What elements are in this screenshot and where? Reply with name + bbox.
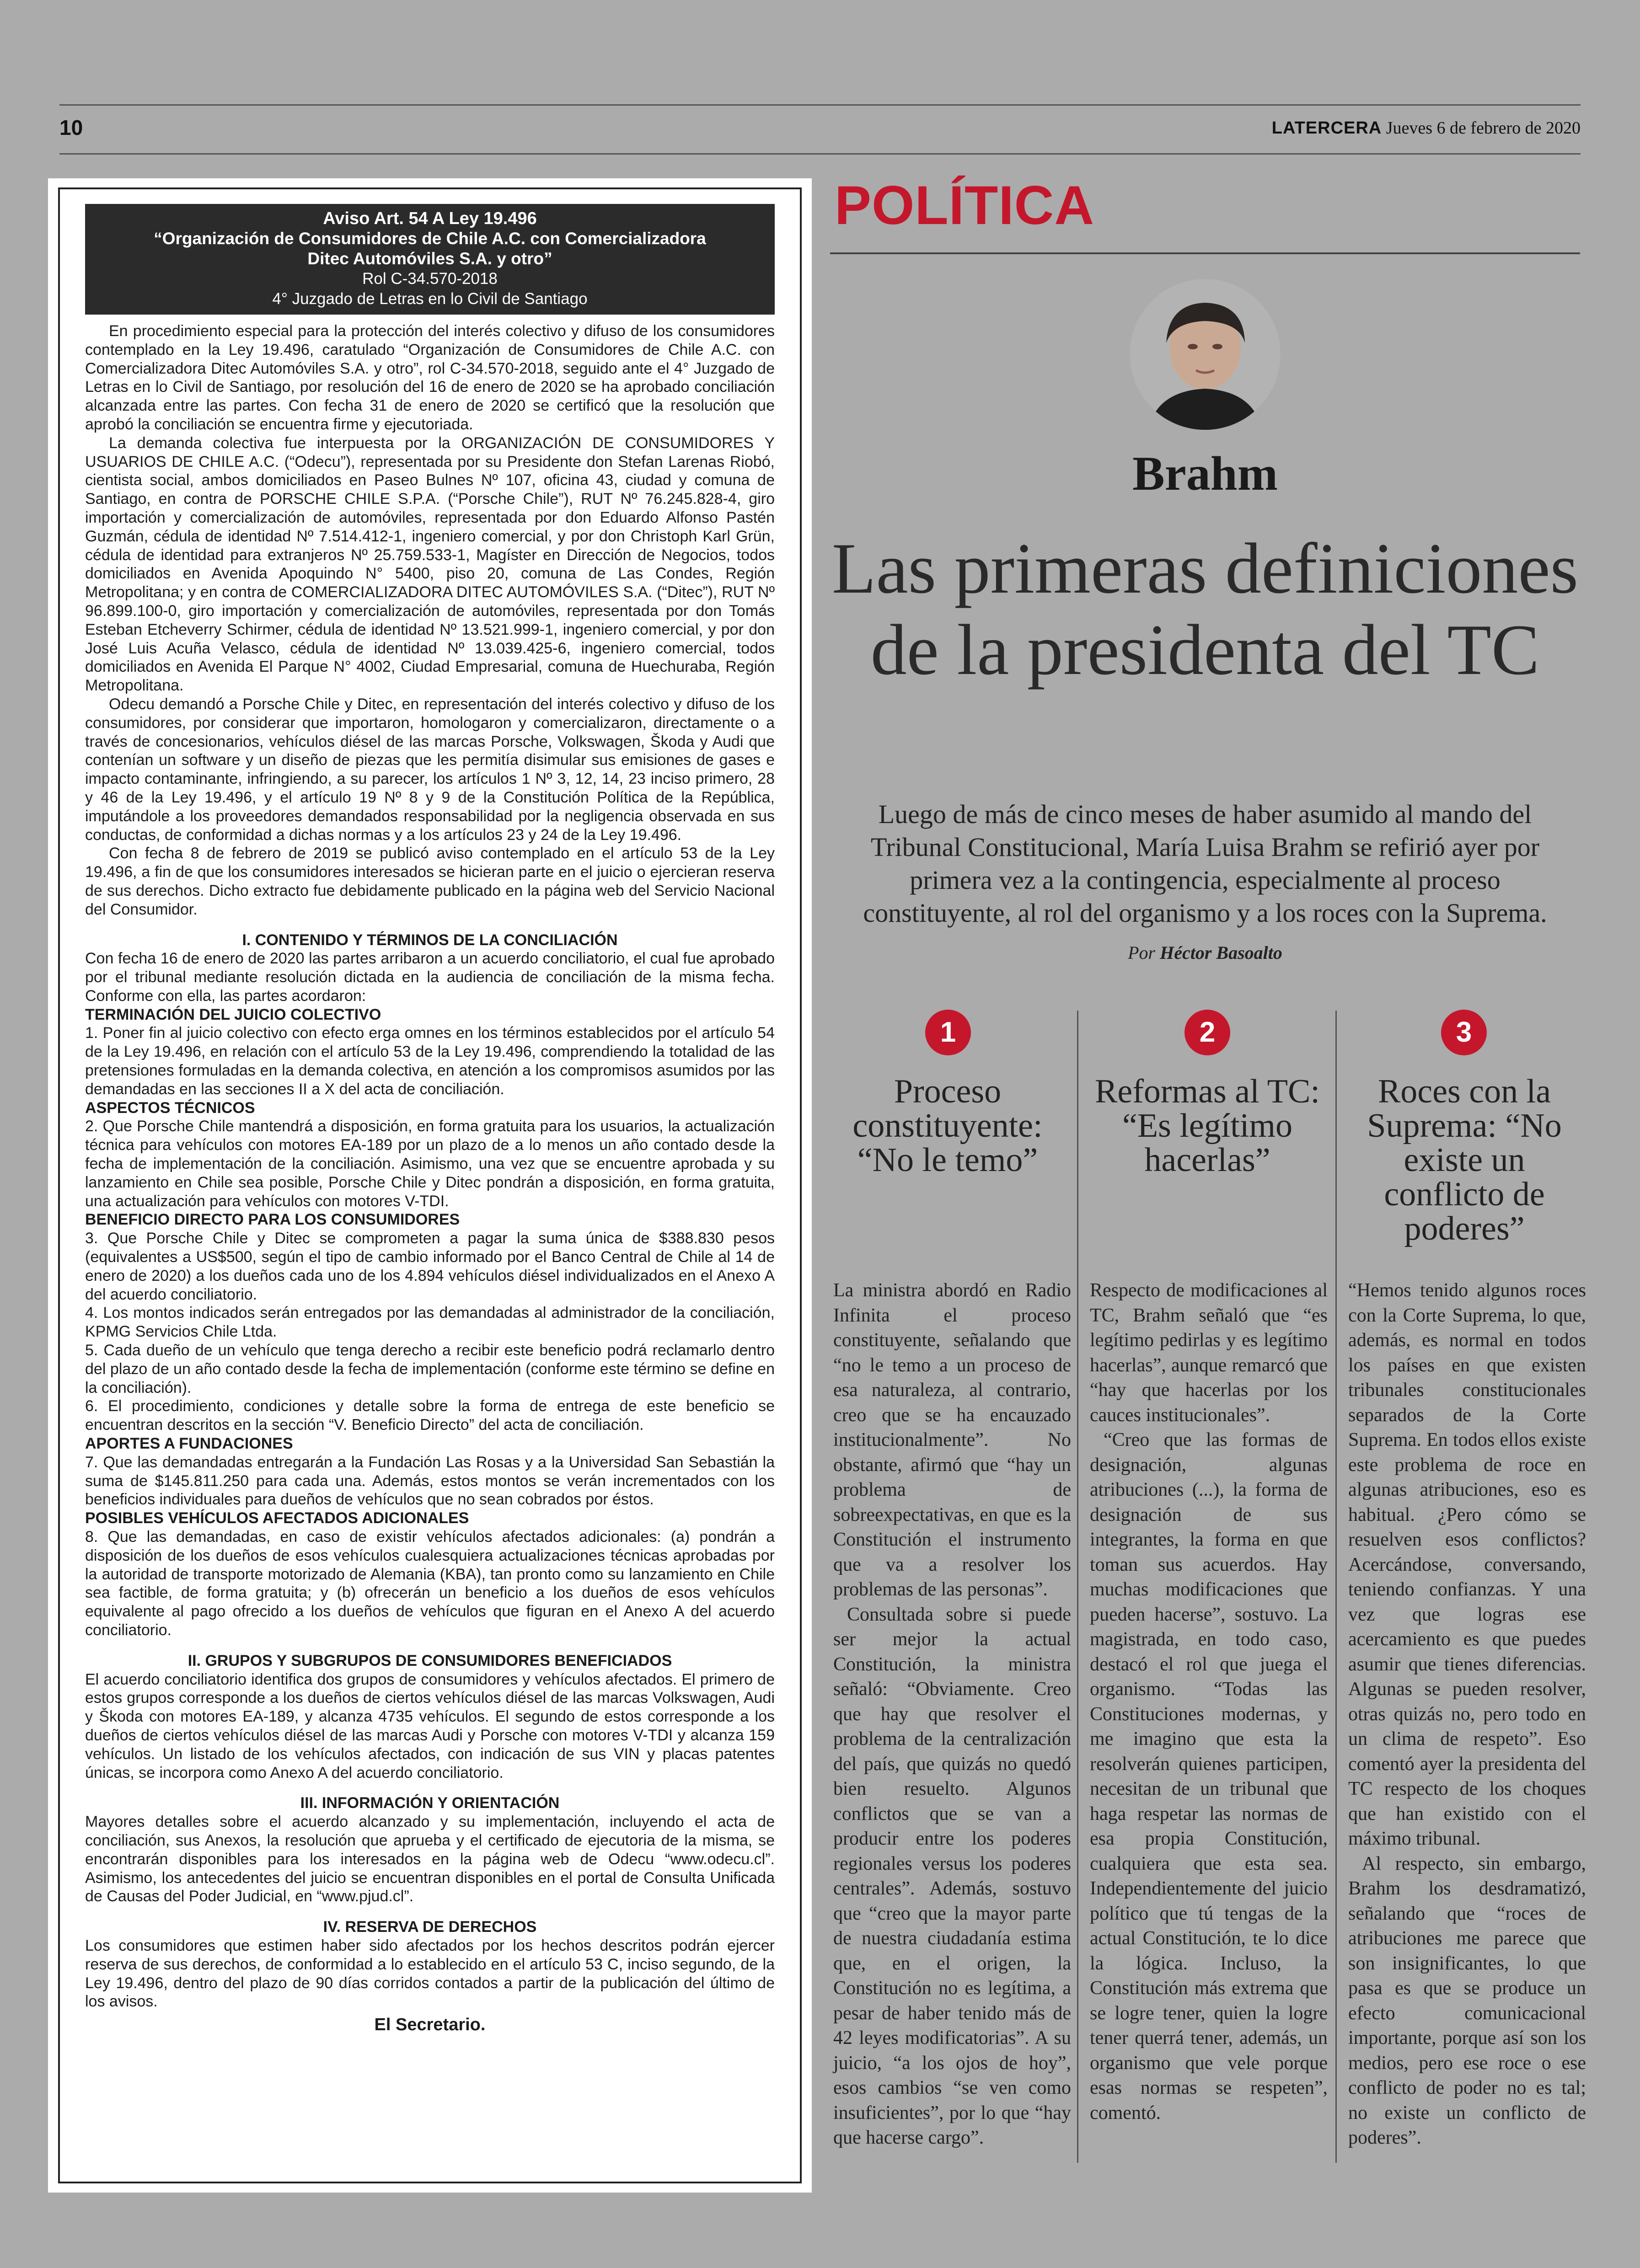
legal-notice [48, 178, 812, 2193]
column-divider [1335, 1011, 1337, 2163]
publication-date: Jueves 6 de febrero de 2020 [1386, 118, 1581, 138]
column-subhead: Proceso constituyente: “No le temo” [852, 1073, 1043, 1179]
notice-paragraph: Los consumidores que estimen haber sido afectados por los hechos descritos podrán ejercer reserva de sus derechos, de conformidad a lo establecido en el artículo 53 C, inciso segundo, de la Ley 19.496, dentro del plazo de 90 días corridos contados a partir de la publicación del último de los avisos. [85, 1936, 775, 2011]
article-dek: Luego de más de cinco meses de haber asumido al mando del Tribunal Constitucional, María Luisa Brahm se refirió ayer por primera vez a la contingencia, especialmente al proceso constituyente, al rol del organismo y a los roces con la Suprema. [863, 799, 1547, 928]
notice-item: 2. Que Porsche Chile mantendrá a disposición, en forma gratuita para los usuarios, la actualización técnica para vehículos con motores EA-189 por un plazo de a lo menos un año contado desde la fecha de implementación de la conciliación. Asimismo, una vez que se encuentre aprobada y su lanzamiento en Chile sea posible, Porsche Chile y Ditec pondrán a disposición, en forma gratuita, una actualización para vehículos con motores V-TDI. [85, 1118, 775, 1210]
article-kicker: Brahm [1132, 447, 1278, 500]
notice-paragraph: El acuerdo conciliatorio identifica dos grupos de consumidores y vehículos afectados. El primero de estos grupos corresponde a los dueños de ciertos vehículos diésel de las marcas Volkswagen, Audi y Škoda con motores EA-189, y alcanza 4735 vehículos. El segundo de estos corresponde a los dueños de ciertos vehículos diésel de las marcas Audi y Porsche con motores V-TDI y alcanza 159 vehículos. Un listado de los vehículos afectados, con indicación de sus VIN y placas patentes únicas, se incorpora como Anexo A del acuerdo conciliatorio. [85, 1670, 775, 1781]
portrait-photo-icon [1130, 279, 1281, 430]
column-paragraph: Consultada sobre si puede ser mejor la actual Constitución, la ministra señaló: “Obviamente. Creo que hay que resolver el problema de la centralización del país, que quizás no quedó bien resuelto. Algunos conflictos que se van a producir entre los poderes regionales versus los poderes centrales”. Además, sostuvo que “creo que la mayor parte de nuestra ciudadanía estima que, en el origen, la Constitución no es legítima, a pesar de haber tenido más de 42 leyes modificatorias”. A su juicio, “a los ojos de hoy”, esos cambios “se ven como insuficientes”, por lo que “hay que hacerse cargo”. [833, 1604, 1071, 2148]
column-paragraph: “Hemos tenido algunos roces con la Corte Suprema, lo que, además, es normal en todos los países en que existen tribunales constitucionales separados de la Corte Suprema. En todos ellos existe este problema de roce en algunas atribuciones, eso es habitual. ¿Pero cómo se resuelven esos conflictos? Acercándose, conversando, teniendo confianzas. Y una vez que logras ese acercamiento es que puedes asumir que tienes diferencias. Algunas se pueden resolver, otras quizás no, pero todo en un clima de respeto”. Eso comentó ayer la presidenta del TC respecto de los choques que han existido con el máximo tribunal. [1348, 1280, 1586, 1849]
notice-section-title: IV. RESERVA DE DERECHOS [323, 1918, 537, 1936]
notice-court: 4° Juzgado de Letras en lo Civil de Santiago [272, 290, 588, 308]
notice-subheading: ASPECTOS TÉCNICOS [85, 1099, 255, 1117]
notice-paragraph: Mayores detalles sobre el acuerdo alcanzado y su implementación, incluyendo el acta de conciliación, sus Anexos, la resolución que aprueba y el certificado de ejecutoria de la misma, se encontrarán disponibles para los interesados en la página web de Odecu “www.odecu.cl”. Asimismo, los antecedentes del juicio se encuentran disponibles en el portal de Consulta Unificada de Causas del Poder Judicial, en “www.pjud.cl”. [85, 1813, 775, 1905]
notice-item: 8. Que las demandadas, en caso de existir vehículos afectados adicionales: (a) pondrán a disposición de los dueños de esos vehículos cualesquiera actualizaciones técnicas aprobadas por la autoridad de transporte motorizado de Alemania (KBA), tan pronto como su lanzamiento en Chile sea factible, de forma gratuita; y (b) ofrecerán un beneficio a los dueños de esos vehículos equivalente al pago ofrecido a los dueños de vehículos que figuran en el Anexo A del acuerdo conciliatorio. [85, 1528, 775, 1639]
notice-item: 3. Que Porsche Chile y Ditec se comprometen a pagar la suma única de $388.830 pesos (equivalentes a US$500, según el tipo de cambio informado por el Banco Central de Chile al 14 de enero de 2020) a los dueños cada uno de los 4.894 vehículos diésel individualizados en el Anexo A del acuerdo conciliatorio. [85, 1230, 775, 1303]
header-rule-bottom [59, 153, 1581, 155]
byline-author: Héctor Basoalto [1160, 942, 1282, 963]
notice-case-name-cont: Ditec Automóviles S.A. y otro” [307, 249, 552, 268]
column-paragraph: Al respecto, sin embargo, Brahm los desdramatizó, señalando que “roces de atribuciones me parece que son insignificantes, lo que pasa es que se produce un efecto comunicacional importante, porque así son los medios, pero ese roce o ese conflicto de poder no es tal; no existe un conflicto de poderes”. [1348, 1853, 1586, 2148]
column-divider [1077, 1011, 1078, 2163]
masthead [1272, 118, 1581, 138]
column-paragraph: La ministra abordó en Radio Infinita el proceso constituyente, señalando que “no le temo a un proceso de esa naturaleza, al contrario, creo que se ha encauzado institucionalmente”. No obstante, afirmó que “hay un problema de sobreexpectativas, en que es la Constitución el instrumento que va a resolver los problemas de las personas”. [833, 1280, 1071, 1600]
notice-signature: El Secretario. [374, 2015, 486, 2035]
article-byline [830, 942, 1580, 963]
column-number-badge: 1 [925, 1010, 971, 1055]
article-column [833, 1278, 1071, 2150]
column-number-badge: 3 [1441, 1010, 1487, 1055]
notice-rol: Rol C-34.570-2018 [362, 270, 498, 288]
article-headline: Las primeras definiciones de la presidenta del TC [831, 529, 1579, 690]
article-column [1090, 1278, 1328, 2125]
notice-subheading: POSIBLES VEHÍCULOS AFECTADOS ADICIONALES [85, 1509, 469, 1527]
notice-paragraph: En procedimiento especial para la protección del interés colectivo y difuso de los consumidores contemplado en la Ley 19.496, caratulado “Organización de Consumidores de Chile A.C. con Comercializadora Ditec Automóviles S.A. y otro”, rol C-34.570-2018, seguido ante el 4° Juzgado de Letras en lo Civil de Santiago, por resolución del 16 de enero de 2020 se ha aprobado conciliación alcanzada entre las partes. Con fecha 31 de enero de 2020 se certificó que la resolución que aprobó la conciliación se encuentra firme y ejecutoriada. [85, 322, 775, 433]
notice-section-title: I. CONTENIDO Y TÉRMINOS DE LA CONCILIACIÓN [242, 931, 618, 949]
section-rule [830, 252, 1580, 254]
column-subhead: Reformas al TC: “Es legítimo hacerlas” [1095, 1073, 1320, 1179]
notice-subheading: TERMINACIÓN DEL JUICIO COLECTIVO [85, 1006, 381, 1023]
newspaper-brand: LATERCERA [1271, 118, 1382, 138]
column-subhead: Roces con la Suprema: “No existe un conflicto de poderes” [1367, 1073, 1562, 1247]
article-column [1348, 1278, 1586, 2150]
column-paragraph: “Creo que las formas de designación, algunas atribuciones (...), la forma de designación de sus integrantes, la forma en que toman sus acuerdos. Hay muchas modificaciones que pueden hacerse”, sostuvo. La magistrada, en todo caso, destacó el rol que juega el organismo. “Todas las Constituciones modernas, y me imagino que esta la resolverán quienes participen, necesitan de un tribunal que haga respetar las normas de esa propia Constitución, cualquiera que esta sea. Independientemente del juicio político que tú tengas de la actual Constitución, te lo dice la lógica. Incluso, la Constitución más extrema que se logre tener, quien la logre tener querrá tener, además, un organismo que vele porque esas normas se respeten”, comentó. [1090, 1429, 1328, 2124]
notice-item: 5. Cada dueño de un vehículo que tenga derecho a recibir este beneficio podrá reclamarlo dentro del plazo de un año contado desde la fecha de implementación (conforme este término se define en la conciliación). [85, 1342, 775, 1396]
notice-item: 7. Que las demandadas entregarán a la Fundación Las Rosas y a la Universidad San Sebastián la suma de $145.811.250 para cada una. Además, estos montos se verán incrementados con los beneficios individuales para dueños de vehículos que no sean cobrados por éstos. [85, 1453, 775, 1508]
column-number-badge: 2 [1184, 1010, 1230, 1055]
notice-subheading: APORTES A FUNDACIONES [85, 1435, 293, 1453]
portrait-photo [1130, 279, 1281, 430]
notice-item: 6. El procedimiento, condiciones y detalle sobre la forma de entrega de este beneficio se encuentran descritos en la sección “V. Beneficio Directo” del acta de conciliación. [85, 1397, 775, 1434]
header-rule-top [59, 104, 1581, 106]
notice-paragraph: Odecu demandó a Porsche Chile y Ditec, en representación del interés colectivo y difuso de los consumidores, por considerar que importaron, homologaron y comercializaron, directamente o a través de concesionarios, vehículos diésel de las marcas Porsche, Volkswagen, Škoda y Audi que contenían un software y un diseño de piezas que les permitía disimular sus emisiones de gases e impacto contaminante, infringiendo, a su parecer, los artículos 1 Nº 3, 12, 14, 23 inciso primero, 28 y 46 de la Ley 19.496, y el artículo 19 Nº 8 y 9 de la Constitución Política de la República, imputándole a los proveedores demandados responsabilidad por la negligencia observada en sus conductas, de conformidad a dichas normas y a los artículos 23 y 24 de la Ley 19.496. [85, 695, 775, 844]
notice-subheading: BENEFICIO DIRECTO PARA LOS CONSUMIDORES [85, 1211, 460, 1229]
notice-title: Aviso Art. 54 A Ley 19.496 [323, 209, 537, 228]
section-title: POLÍTICA [835, 175, 1094, 236]
notice-paragraph: Con fecha 8 de febrero de 2019 se publicó aviso contemplado en el artículo 53 de la Ley 19.496, a fin de que los consumidores interesados se hicieran parte en el juicio o ejercieran reserva de sus derechos. Dicho extracto fue debidamente publicado en la página web del Servicio Nacional del Consumidor. [85, 845, 775, 918]
notice-case-name: “Organización de Consumidores de Chile A.C. con Comercializadora [154, 229, 706, 248]
notice-section-title: II. GRUPOS Y SUBGRUPOS DE CONSUMIDORES BENEFICIADOS [188, 1652, 672, 1669]
page-number: 10 [59, 116, 83, 139]
notice-paragraph: La demanda colectiva fue interpuesta por la ORGANIZACIÓN DE CONSUMIDORES Y USUARIOS DE CHILE A.C. (“Odecu”), representada por su Presidente don Stefan Larenas Riobó, cientista social, ambos domiciliados en Paseo Bulnes Nº 107, oficina 43, ciudad y comuna de Santiago, en contra de PORSCHE CHILE S.P.A. (“Porsche Chile”), RUT Nº 76.245.828-4, giro importación y comercialización de automóviles, representada por don Eduardo Alfonso Pastén Guzmán, cédula de identidad Nº 7.514.412-1, ingeniero comercial, y por don Christoph Karl Grün, cédula de identidad para extranjeros Nº 25.759.533-1, Magíster en Dirección de Negocios, todos domiciliados en Avenida Apoquindo N° 5400, piso 20, comuna de Las Condes, Región Metropolitana; y en contra de COMERCIALIZADORA DITEC AUTOMÓVILES S.A. (“Ditec”), RUT Nº 96.899.100-0, giro importación y comercialización de automóviles, representada por don Tomás Esteban Etcheverry Schirmer, cédula de identidad Nº 13.521.999-1, ingeniero comercial, y por don José Luis Acuña Velasco, cédula de identidad Nº 13.039.425-6, ingeniero comercial, todos domiciliados en Avenida El Parque N° 4002, Ciudad Empresarial, comuna de Huechuraba, Región Metropolitana. [85, 434, 775, 695]
column-paragraph: Respecto de modificaciones al TC, Brahm señaló que “es legítimo pedirlas y es legítimo hacerlas”, aunque remarcó que “hay que hacerlas por los cauces institucionales”. [1090, 1280, 1328, 1426]
legal-notice-body [85, 322, 775, 2034]
notice-section-title: III. INFORMACIÓN Y ORIENTACIÓN [300, 1794, 560, 1812]
notice-item: 1. Poner fin al juicio colectivo con efecto erga omnes en los términos establecidos por el artículo 54 de la Ley 19.496, en relación con el artículo 53 de la Ley 19.496, comprendiendo la totalidad de las pretensiones formuladas en la demanda colectiva, en atención a los compromisos asumidos por las demandadas en las secciones II a X del acta de conciliación. [85, 1024, 775, 1098]
notice-paragraph: Con fecha 16 de enero de 2020 las partes arribaron a un acuerdo conciliatorio, el cual fue aprobado por el tribunal mediante resolución dictada en la audiencia de conciliación de la misma fecha. Conforme con ella, las partes acordaron: [85, 950, 775, 1005]
legal-notice-header [85, 204, 775, 315]
byline-prefix: Por [1128, 942, 1156, 963]
legal-notice-frame [58, 187, 802, 2183]
notice-item: 4. Los montos indicados serán entregados por las demandadas al administrador de la conciliación, KPMG Servicios Chile Ltda. [85, 1304, 775, 1341]
